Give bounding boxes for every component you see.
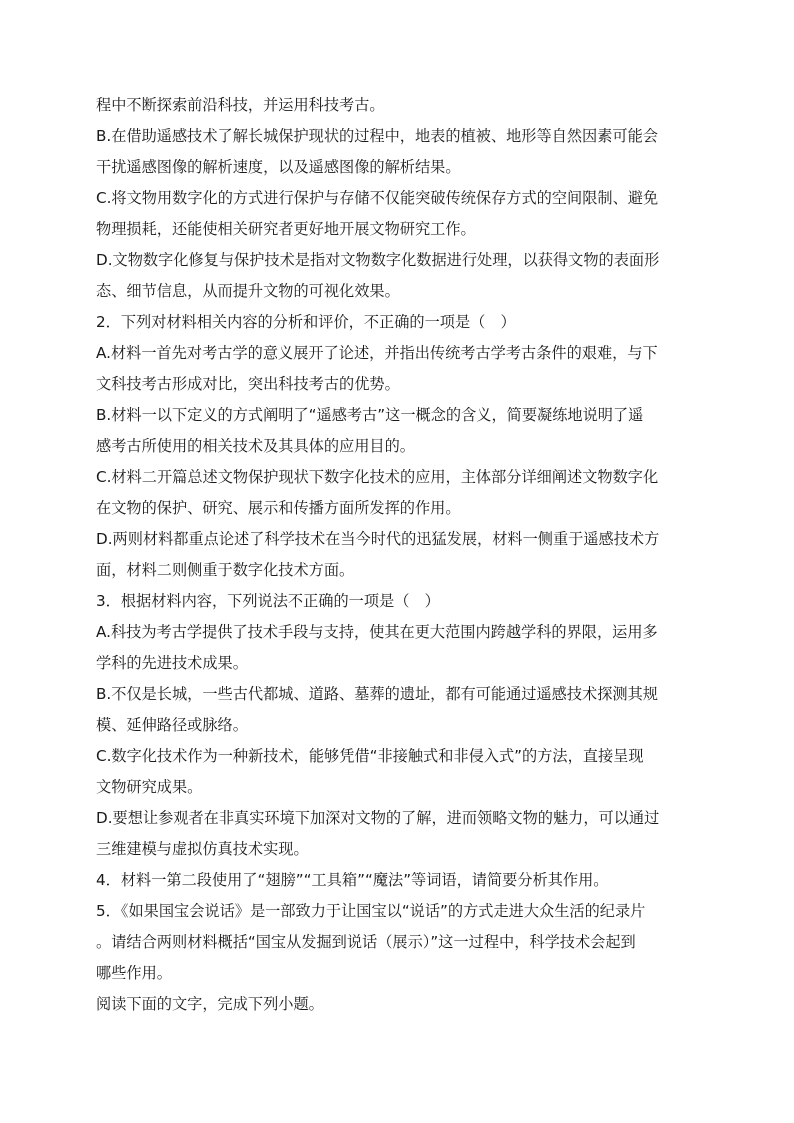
text-line: 物理损耗，还能使相关研究者更好地开展文物研究工作。 [96, 220, 476, 238]
text-line: B.不仅是长城，一些古代都城、道路、墓葬的遗址，都有可能通过遥感技术探测其规 [96, 685, 658, 703]
document-body [96, 90, 700, 1020]
text-line: 程中不断探索前沿科技，并运用科技考古。 [96, 96, 385, 114]
text-line: 干扰遥感图像的解析速度，以及遥感图像的解析结果。 [96, 158, 461, 176]
text-line: 学科的先进技术成果。 [96, 654, 248, 672]
text-line: C.数字化技术作为一种新技术，能够凭借“非接触式和非侵入式”的方法，直接呈现 [96, 747, 644, 765]
text-line: B.在借助遥感技术了解长城保护现状的过程中，地表的植被、地形等自然因素可能会 [96, 127, 658, 145]
text-line: C.材料二开篇总述文物保护现状下数字化技术的应用，主体部分详细阐述文物数字化 [96, 468, 659, 486]
question-3-stem: 3．根据材料内容，下列说法不正确的一项是（ ） [96, 592, 440, 610]
text-line: 模、延伸路径或脉络。 [96, 716, 248, 734]
text-line: 。请结合两则材料概括“国宝从发掘到说话（展示）”这一过程中，科学技术会起到 [96, 933, 636, 951]
text-line: 文物研究成果。 [96, 778, 203, 796]
text-line: D.要想让参观者在非真实环境下加深对文物的了解，进而领略文物的魅力，可以通过 [96, 809, 660, 827]
text-line: D.文物数字化修复与保护技术是指对文物数字化数据进行处理，以获得文物的表面形 [96, 251, 660, 269]
question-2-stem: 2．下列对材料相关内容的分析和评价，不正确的一项是（ ） [96, 313, 516, 331]
text-line: D.两则材料都重点论述了科学技术在当今时代的迅猛发展，材料一侧重于遥感技术方 [96, 530, 660, 548]
text-line: B.材料一以下定义的方式阐明了“遥感考古”这一概念的含义，简要凝练地说明了遥 [96, 406, 644, 424]
question-5-stem: 5．《如果国宝会说话》是一部致力于让国宝以“说话”的方式走进大众生活的纪录片 [96, 902, 646, 920]
text-line: 感考古所使用的相关技术及其具体的应用目的。 [96, 437, 415, 455]
text-line: 在文物的保护、研究、展示和传播方面所发挥的作用。 [96, 499, 461, 517]
text-line: 三维建模与虚拟仿真技术实现。 [96, 840, 309, 858]
text-line: A.材料一首先对考古学的意义展开了论述，并指出传统考古学考古条件的艰难，与下 [96, 344, 658, 362]
question-4-stem: 4．材料一第二段使用了“翅膀”“工具箱”“魔法”等词语，请简要分析其作用。 [96, 871, 609, 889]
text-line: C.将文物用数字化的方式进行保护与存储不仅能突破传统保存方式的空间限制、避免 [96, 189, 659, 207]
text-line: 哪些作用。 [96, 964, 172, 982]
text-line: 面，材料二则侧重于数字化技术方面。 [96, 561, 355, 579]
text-line: 文科技考古形成对比，突出科技考古的优势。 [96, 375, 400, 393]
text-line: A.科技为考古学提供了技术手段与支持，使其在更大范围内跨越学科的界限，运用多 [96, 623, 658, 641]
reading-instruction: 阅读下面的文字，完成下列小题。 [96, 995, 324, 1013]
text-line: 态、细节信息，从而提升文物的可视化效果。 [96, 282, 400, 300]
